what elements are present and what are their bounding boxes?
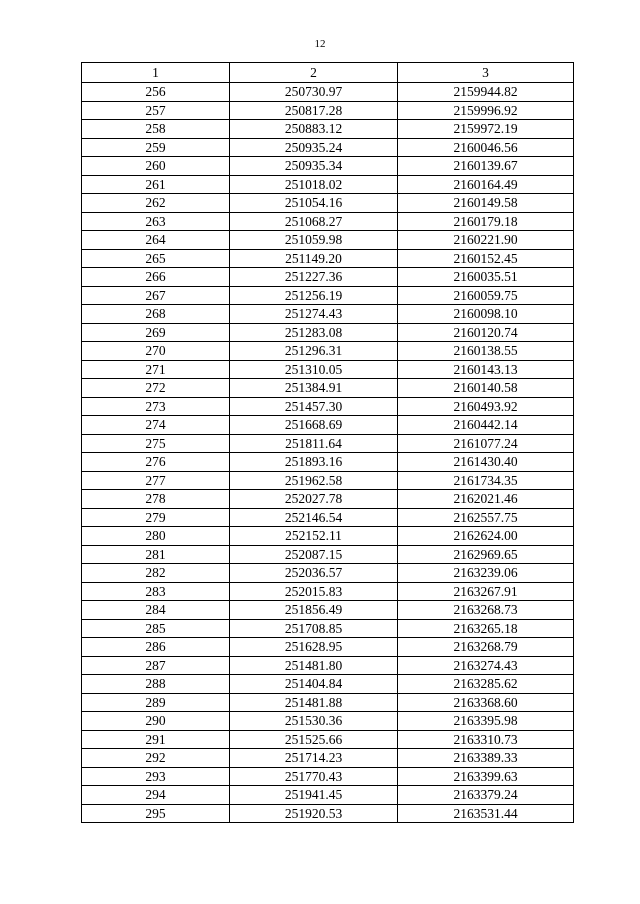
coordinate-x-cell: 250730.97: [230, 83, 398, 102]
column-header-1: 1: [82, 63, 230, 83]
coordinate-y-cell: 2163368.60: [398, 693, 574, 712]
coordinate-x-cell: 251962.58: [230, 471, 398, 490]
point-number-cell: 281: [82, 545, 230, 564]
coordinate-y-cell: 2163239.06: [398, 564, 574, 583]
coordinate-y-cell: 2160035.51: [398, 268, 574, 287]
coordinate-y-cell: 2161430.40: [398, 453, 574, 472]
coordinate-x-cell: 251227.36: [230, 268, 398, 287]
table-row: [82, 212, 574, 231]
coordinate-y-cell: 2160164.49: [398, 175, 574, 194]
coordinate-y-cell: 2163267.91: [398, 582, 574, 601]
coordinate-y-cell: 2163268.79: [398, 638, 574, 657]
table-row: [82, 268, 574, 287]
coordinate-y-cell: 2161734.35: [398, 471, 574, 490]
point-number-cell: 286: [82, 638, 230, 657]
coordinate-x-cell: 252087.15: [230, 545, 398, 564]
point-number-cell: 256: [82, 83, 230, 102]
table-body: [82, 83, 574, 823]
table-row: [82, 638, 574, 657]
coordinate-x-cell: 251628.95: [230, 638, 398, 657]
coordinate-y-cell: 2163395.98: [398, 712, 574, 731]
point-number-cell: 276: [82, 453, 230, 472]
coordinate-x-cell: 251920.53: [230, 804, 398, 823]
point-number-cell: 257: [82, 101, 230, 120]
coordinate-x-cell: 251457.30: [230, 397, 398, 416]
point-number-cell: 290: [82, 712, 230, 731]
coordinate-y-cell: 2163531.44: [398, 804, 574, 823]
point-number-cell: 283: [82, 582, 230, 601]
table-row: [82, 656, 574, 675]
point-number-cell: 285: [82, 619, 230, 638]
table-row: [82, 453, 574, 472]
table-row: [82, 693, 574, 712]
table-row: [82, 397, 574, 416]
table-row: [82, 305, 574, 324]
point-number-cell: 288: [82, 675, 230, 694]
coordinate-x-cell: 252146.54: [230, 508, 398, 527]
coordinate-x-cell: 251283.08: [230, 323, 398, 342]
point-number-cell: 258: [82, 120, 230, 139]
table-row: [82, 83, 574, 102]
coordinate-x-cell: 251059.98: [230, 231, 398, 250]
point-number-cell: 289: [82, 693, 230, 712]
coordinate-x-cell: 251941.45: [230, 786, 398, 805]
point-number-cell: 291: [82, 730, 230, 749]
point-number-cell: 293: [82, 767, 230, 786]
point-number-cell: 274: [82, 416, 230, 435]
coordinate-x-cell: 251525.66: [230, 730, 398, 749]
point-number-cell: 275: [82, 434, 230, 453]
table-row: [82, 138, 574, 157]
point-number-cell: 267: [82, 286, 230, 305]
coordinate-x-cell: 252027.78: [230, 490, 398, 509]
coordinate-x-cell: 250817.28: [230, 101, 398, 120]
coordinate-y-cell: 2160046.56: [398, 138, 574, 157]
coordinate-y-cell: 2162557.75: [398, 508, 574, 527]
coordinate-y-cell: 2163285.62: [398, 675, 574, 694]
point-number-cell: 294: [82, 786, 230, 805]
column-header-3: 3: [398, 63, 574, 83]
coordinate-y-cell: 2160152.45: [398, 249, 574, 268]
coordinate-x-cell: 251856.49: [230, 601, 398, 620]
coordinate-x-cell: 251274.43: [230, 305, 398, 324]
coordinate-y-cell: 2163274.43: [398, 656, 574, 675]
coordinate-y-cell: 2160138.55: [398, 342, 574, 361]
page-number: 12: [314, 38, 326, 50]
coordinate-y-cell: 2163310.73: [398, 730, 574, 749]
point-number-cell: 265: [82, 249, 230, 268]
coordinate-y-cell: 2160120.74: [398, 323, 574, 342]
table-row: [82, 712, 574, 731]
coordinate-y-cell: 2159944.82: [398, 83, 574, 102]
column-header-2: 2: [230, 63, 398, 83]
table-row: [82, 619, 574, 638]
point-number-cell: 292: [82, 749, 230, 768]
coordinate-x-cell: 251018.02: [230, 175, 398, 194]
table-row: [82, 675, 574, 694]
table-row: [82, 175, 574, 194]
table-row: [82, 101, 574, 120]
point-number-cell: 278: [82, 490, 230, 509]
table-row: [82, 527, 574, 546]
table-row: [82, 231, 574, 250]
point-number-cell: 284: [82, 601, 230, 620]
coordinate-y-cell: 2163389.33: [398, 749, 574, 768]
point-number-cell: 279: [82, 508, 230, 527]
coordinate-y-cell: 2162624.00: [398, 527, 574, 546]
point-number-cell: 295: [82, 804, 230, 823]
coordinate-x-cell: 250935.24: [230, 138, 398, 157]
table-row: [82, 379, 574, 398]
point-number-cell: 271: [82, 360, 230, 379]
coordinate-x-cell: 251770.43: [230, 767, 398, 786]
table-row: [82, 342, 574, 361]
coordinate-x-cell: 251714.23: [230, 749, 398, 768]
point-number-cell: 259: [82, 138, 230, 157]
table-row: [82, 120, 574, 139]
table-row: [82, 323, 574, 342]
table-row: [82, 416, 574, 435]
coordinate-x-cell: 251811.64: [230, 434, 398, 453]
coordinate-x-cell: 251481.88: [230, 693, 398, 712]
coordinate-x-cell: 251256.19: [230, 286, 398, 305]
table-row: [82, 157, 574, 176]
coordinate-x-cell: 251404.84: [230, 675, 398, 694]
point-number-cell: 270: [82, 342, 230, 361]
table-row: [82, 545, 574, 564]
coordinate-x-cell: 250935.34: [230, 157, 398, 176]
table-row: [82, 730, 574, 749]
coordinate-y-cell: 2162969.65: [398, 545, 574, 564]
point-number-cell: 261: [82, 175, 230, 194]
coordinate-x-cell: 251708.85: [230, 619, 398, 638]
coordinate-y-cell: 2160059.75: [398, 286, 574, 305]
point-number-cell: 264: [82, 231, 230, 250]
table-row: [82, 508, 574, 527]
table-row: [82, 749, 574, 768]
coordinate-y-cell: 2163265.18: [398, 619, 574, 638]
coordinate-x-cell: 251893.16: [230, 453, 398, 472]
point-number-cell: 262: [82, 194, 230, 213]
coordinate-y-cell: 2160179.18: [398, 212, 574, 231]
coordinate-x-cell: 251668.69: [230, 416, 398, 435]
coordinate-y-cell: 2160493.92: [398, 397, 574, 416]
coordinate-y-cell: 2162021.46: [398, 490, 574, 509]
coordinate-y-cell: 2163399.63: [398, 767, 574, 786]
point-number-cell: 282: [82, 564, 230, 583]
point-number-cell: 277: [82, 471, 230, 490]
coordinate-y-cell: 2160098.10: [398, 305, 574, 324]
point-number-cell: 272: [82, 379, 230, 398]
coordinate-y-cell: 2160143.13: [398, 360, 574, 379]
coordinate-x-cell: 251310.05: [230, 360, 398, 379]
point-number-cell: 287: [82, 656, 230, 675]
coordinate-x-cell: 252152.11: [230, 527, 398, 546]
table-row: [82, 582, 574, 601]
coordinate-x-cell: 251296.31: [230, 342, 398, 361]
point-number-cell: 263: [82, 212, 230, 231]
point-number-cell: 280: [82, 527, 230, 546]
coordinate-x-cell: 251530.36: [230, 712, 398, 731]
coordinate-y-cell: 2160140.58: [398, 379, 574, 398]
coordinate-y-cell: 2160139.67: [398, 157, 574, 176]
coordinate-x-cell: 250883.12: [230, 120, 398, 139]
coordinate-y-cell: 2159972.19: [398, 120, 574, 139]
coordinate-y-cell: 2159996.92: [398, 101, 574, 120]
table-row: [82, 804, 574, 823]
table-header: [82, 63, 574, 83]
coordinates-table: [81, 62, 574, 823]
coordinate-x-cell: 251054.16: [230, 194, 398, 213]
coordinate-x-cell: 252036.57: [230, 564, 398, 583]
table-row: [82, 360, 574, 379]
coordinate-y-cell: 2161077.24: [398, 434, 574, 453]
table-row: [82, 786, 574, 805]
header-row: [82, 63, 574, 83]
coordinate-x-cell: 252015.83: [230, 582, 398, 601]
table-row: [82, 194, 574, 213]
table-row: [82, 286, 574, 305]
coordinate-x-cell: 251068.27: [230, 212, 398, 231]
coordinate-y-cell: 2160442.14: [398, 416, 574, 435]
coordinate-y-cell: 2160221.90: [398, 231, 574, 250]
point-number-cell: 260: [82, 157, 230, 176]
point-number-cell: 268: [82, 305, 230, 324]
coordinate-y-cell: 2163268.73: [398, 601, 574, 620]
coordinate-x-cell: 251149.20: [230, 249, 398, 268]
table-row: [82, 249, 574, 268]
table-row: [82, 564, 574, 583]
table-row: [82, 471, 574, 490]
table-row: [82, 601, 574, 620]
coordinate-x-cell: 251481.80: [230, 656, 398, 675]
table-row: [82, 434, 574, 453]
point-number-cell: 266: [82, 268, 230, 287]
coordinate-x-cell: 251384.91: [230, 379, 398, 398]
point-number-cell: 269: [82, 323, 230, 342]
point-number-cell: 273: [82, 397, 230, 416]
coordinate-y-cell: 2160149.58: [398, 194, 574, 213]
table-row: [82, 767, 574, 786]
table-row: [82, 490, 574, 509]
coordinate-y-cell: 2163379.24: [398, 786, 574, 805]
